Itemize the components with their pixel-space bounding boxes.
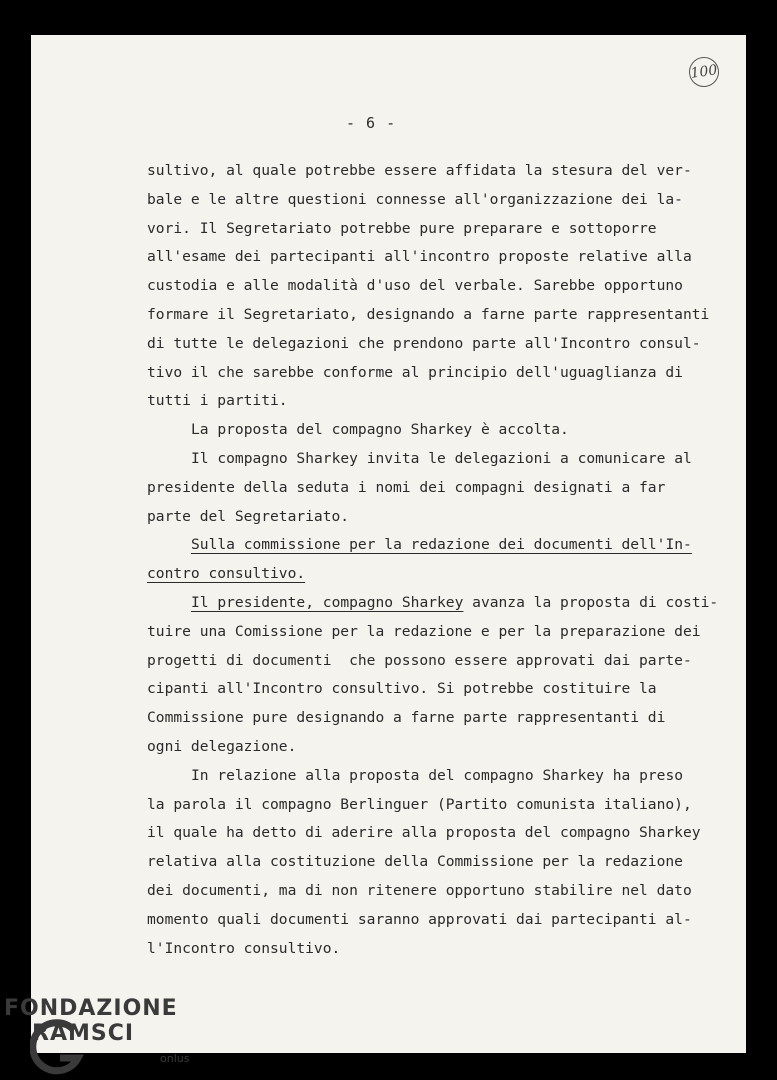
underlined-speaker: Il presidente, compagno Sharkey bbox=[191, 593, 464, 611]
text-line: il quale ha detto di aderire alla proposta del compagno Sharkey bbox=[147, 824, 701, 842]
text-line: la parola il compagno Berlinguer (Partito comunista italiano), bbox=[147, 795, 692, 813]
text-line: tuire una Comissione per la redazione e per la preparazione dei bbox=[147, 622, 701, 640]
text-line: In relazione alla proposta del compagno Sharkey ha preso bbox=[191, 766, 684, 784]
text-line: vori. Il Segretariato potrebbe pure preparare e sottoporre bbox=[147, 219, 657, 237]
text-line bbox=[147, 589, 717, 618]
text-line: l'Incontro consultivo. bbox=[147, 939, 341, 957]
text-line: bale e le altre questioni connesse all'organizzazione dei la- bbox=[147, 190, 683, 208]
page-number: - 6 - bbox=[346, 114, 397, 132]
logo-g-icon bbox=[30, 1018, 86, 1078]
text-line: parte del Segretariato. bbox=[147, 507, 350, 525]
section-heading: contro consultivo. bbox=[147, 565, 306, 583]
logo-text-line2: RAMSCI bbox=[32, 1021, 135, 1046]
text-line: ogni delegazione. bbox=[147, 737, 297, 755]
archive-number-stamp: 100 bbox=[687, 55, 721, 89]
text-line: momento quali documenti saranno approvati dai partecipanti al- bbox=[147, 910, 692, 928]
text-line: cipanti all'Incontro consultivo. Si potrebbe costituire la bbox=[147, 680, 657, 698]
text-line: progetti di documenti che possono essere approvati dai parte- bbox=[147, 651, 692, 669]
text-line: presidente della seduta i nomi dei compagni designati a far bbox=[147, 478, 666, 496]
text-line: tivo il che sarebbe conforme al principio dell'uguaglianza di bbox=[147, 363, 683, 381]
text-line-rest: avanza la proposta di costi- bbox=[463, 593, 719, 611]
text-line: sultivo, al quale potrebbe essere affidata la stesura del ver- bbox=[147, 162, 692, 179]
text-line: Il compagno Sharkey invita le delegazioni a comunicare al bbox=[191, 449, 692, 467]
logo-onlus: onlus bbox=[160, 1052, 190, 1065]
section-heading: Sulla commissione per la redazione dei documenti dell'In- bbox=[191, 536, 692, 554]
logo-text-line1: FONDAZIONE bbox=[4, 996, 178, 1021]
text-line: formare il Segretariato, designando a farne parte rappresentanti bbox=[147, 305, 710, 323]
text-line: Commissione pure designando a farne parte rappresentanti di bbox=[147, 709, 666, 727]
document-body bbox=[147, 157, 717, 963]
text-line: di tutte le delegazioni che prendono parte all'Incontro consul- bbox=[147, 334, 701, 352]
text-line: La proposta del compagno Sharkey è accolta. bbox=[191, 421, 569, 439]
text-line: dei documenti, ma di non ritenere opportuno stabilire nel dato bbox=[147, 881, 692, 899]
text-line: tutti i partiti. bbox=[147, 392, 288, 410]
text-line: relativa alla costituzione della Commissione per la redazione bbox=[147, 853, 683, 871]
text-line: custodia e alle modalità d'uso del verbale. Sarebbe opportuno bbox=[147, 277, 683, 295]
text-line: all'esame dei partecipanti all'incontro proposte relative alla bbox=[147, 248, 692, 266]
